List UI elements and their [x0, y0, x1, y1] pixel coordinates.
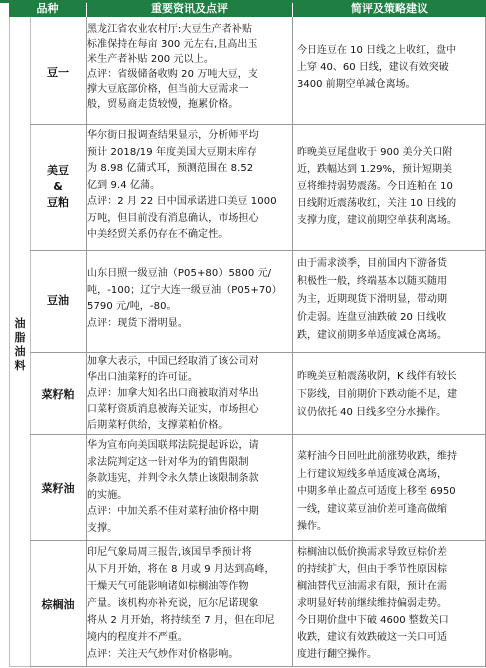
strategy-line: 支撑力度，建议前期空单获利离场。 — [297, 215, 457, 226]
strategy-line: 日线附近震荡收红，关注 10 日线的 — [297, 198, 457, 209]
news-line: 点评：现货下滑明显。 — [87, 317, 188, 329]
header-strategy: 简评及策略建议 — [351, 2, 428, 15]
strategy-line: 一线，建议菜豆油价差可逢高做缩 — [297, 503, 447, 515]
strategy-cell — [297, 144, 477, 229]
news-line: 点评：2 月 22 日中国承诺进口美豆 1000 — [87, 196, 277, 207]
news-line: 华尔街日报调查结果显示，分析师平均 — [87, 130, 259, 141]
news-line: 产量。该机构亦补充说，厄尔尼诺现象 — [87, 598, 259, 609]
news-cell — [87, 544, 292, 663]
strategy-line: 昨晚美豆粕震荡收阴，K 线伴有较长 — [297, 371, 457, 382]
header-strategy-cell — [293, 0, 486, 17]
strategy-line: 为主，近期现货下滑明显，带动期 — [297, 294, 447, 305]
strategy-line: 棕榈油以低价换需求导致豆棕价差 — [297, 547, 447, 558]
strategy-line: 下影线，目前期价下跌动能不足，建 — [297, 389, 457, 400]
variety-label-line: 豆粕 — [47, 196, 69, 209]
news-line: 条款违宪，并判令永久禁止该限制条款 — [87, 473, 259, 484]
strategy-line: 榈油替代豆油需求有限，预计在需 — [297, 581, 447, 592]
row-divider — [30, 250, 486, 251]
news-line: 黑龙江省农业农村厅:大豆生产者补贴 — [87, 24, 253, 35]
news-line: 标准保持在每亩 300 元左右,且高出玉 — [87, 39, 258, 50]
strategy-line: 价走弱。连盘豆油跌破 20 日线收 — [297, 312, 447, 323]
strategy-line: 中期多单止盈点可适度上移至 6950 — [297, 486, 456, 497]
news-cell — [87, 128, 292, 244]
row-divider — [30, 540, 486, 541]
news-line: 支撑。 — [87, 522, 118, 534]
strategy-line: 昨晚美豆尾盘收于 900 美分关口附 — [297, 147, 453, 158]
news-line: 点评：省级储备收购 20 万吨大豆，支 — [87, 69, 258, 80]
news-cell — [87, 438, 292, 537]
strategy-line: 收跌，建议有效跌破这一关口可适 — [297, 632, 447, 643]
category-char: 料 — [14, 359, 26, 372]
variety-label: 豆一 — [47, 66, 69, 79]
variety-label-line: & — [53, 180, 63, 193]
news-line: 的实施。 — [87, 489, 128, 501]
strategy-cell — [297, 255, 477, 345]
category-char: 脂 — [14, 331, 26, 344]
row-divider — [30, 666, 486, 667]
strategy-line: 近，跌幅达到 1.29%，预计短期美 — [297, 164, 452, 175]
news-line: 吨，-100；辽宁大连一级豆油（P05+70） — [87, 284, 282, 296]
news-line: 点评：中加关系不佳对菜籽油价格中期 — [87, 506, 259, 517]
news-cell — [87, 354, 292, 434]
news-line: 点评：加拿大知名出口商被取消对华出 — [87, 388, 259, 399]
row-divider — [30, 124, 486, 125]
strategy-line: 度进行翻空操作。 — [297, 649, 377, 660]
news-line: 预计 2018/19 年度美国大豆期末库存 — [87, 146, 258, 158]
news-line: 般，贸易商走货较慢，拖累价格。 — [87, 99, 239, 110]
variety-label — [30, 163, 86, 211]
strategy-line: 操作。 — [297, 521, 327, 532]
row-divider — [30, 352, 486, 353]
news-line: 5790 元/吨，-80。 — [87, 301, 177, 312]
strategy-line: 的持续扩大，但由于季节性原因棕 — [297, 564, 447, 575]
news-cell — [87, 266, 292, 332]
strategy-cell — [297, 544, 477, 663]
variety-label: 菜籽油 — [41, 482, 75, 495]
news-line: 求法院判定这一针对华为的销售限制 — [87, 456, 249, 468]
header-variety-cell — [9, 0, 86, 17]
category-char: 油 — [14, 317, 26, 330]
strategy-line: 菜籽油今日回吐此前涨势收跌，维持 — [297, 451, 457, 462]
strategy-line: 议仍依托 40 日线多空分水操作。 — [297, 407, 447, 418]
news-line: 后期菜籽供给，支撑菜粕价格。 — [87, 420, 229, 431]
strategy-line: 跌，建议前期多单适度减仓离场。 — [297, 330, 447, 341]
strategy-line: 3400 前期空单减仓离场。 — [297, 79, 416, 90]
strategy-line: 求明显好转前继续维持偏弱走势。 — [297, 598, 447, 609]
news-line: 万吨，但目前没有消息确认，市场担心 — [87, 212, 259, 224]
news-line: 干燥天气可能影响诸如棕榈油等作物 — [87, 581, 249, 592]
strategy-line: 今日连豆在 10 日线之上收红，盘中 — [297, 45, 457, 56]
strategy-line: 今日期价盘中下破 4600 整数关口 — [297, 615, 449, 626]
news-line: 将从 2 月开始，将持续至 7 月，但在印尼 — [87, 615, 275, 626]
row-divider — [30, 434, 486, 435]
news-line: 中美经贸关系仍存在不确定性。 — [87, 229, 229, 240]
header-news-cell — [87, 0, 292, 17]
header-variety: 品种 — [36, 2, 59, 15]
news-line: 境内的程度并不严重。 — [87, 632, 188, 643]
news-cell — [87, 22, 292, 112]
strategy-cell — [297, 368, 477, 422]
news-line: 山东日照一级豆油（P05+80）5800 元/ — [87, 268, 272, 279]
strategy-line: 积极性一般，终端基本以随买随用 — [297, 276, 447, 287]
news-line: 华为宣布向美国联邦法院提起诉讼，请 — [87, 440, 259, 451]
variety-label: 豆油 — [47, 294, 69, 307]
news-line: 点评：关注天气炒作对价格影响。 — [87, 649, 239, 660]
header-news: 重要资讯及点评 — [151, 2, 228, 15]
news-line: 口菜籽资质消息被海关证实，市场担心 — [87, 404, 259, 415]
variety-label: 菜籽粕 — [41, 388, 75, 401]
news-line: 亿到 9.4 亿蒲。 — [87, 179, 161, 191]
strategy-line: 上穿 40、60 日线，建议有效突破 — [297, 62, 449, 73]
strategy-line: 上行建议短线多单适度减仓离场， — [297, 468, 447, 480]
strategy-cell — [297, 448, 477, 536]
news-line: 为 8.98 亿蒲式耳，预测范围在 8.52 — [87, 163, 254, 174]
news-line: 米生产者补贴 200 元以上。 — [87, 54, 214, 65]
strategy-line: 由于需求淡季，目前国内下游备货 — [297, 258, 447, 269]
category-cell — [9, 17, 31, 667]
strategy-cell — [297, 42, 477, 93]
strategy-line: 豆将维持弱势震荡。今日连粕在 10 — [297, 181, 453, 192]
category-label — [10, 317, 30, 373]
category-char: 油 — [14, 345, 26, 358]
variety-label-line: 美豆 — [47, 164, 69, 177]
variety-label: 棕榈油 — [41, 598, 75, 611]
news-line: 华出口油菜籽的许可证。 — [87, 372, 199, 383]
news-line: 撑大豆底部价格，但当前大豆需求一 — [87, 84, 249, 95]
divider — [292, 17, 293, 667]
news-line: 从下月开始，将在 8 月或 9 月达到高峰， — [87, 564, 275, 575]
news-line: 印尼气象局周三报告,该国旱季预计将 — [87, 547, 252, 558]
news-line: 加拿大表示，中国已经取消了该公司对 — [87, 356, 259, 367]
